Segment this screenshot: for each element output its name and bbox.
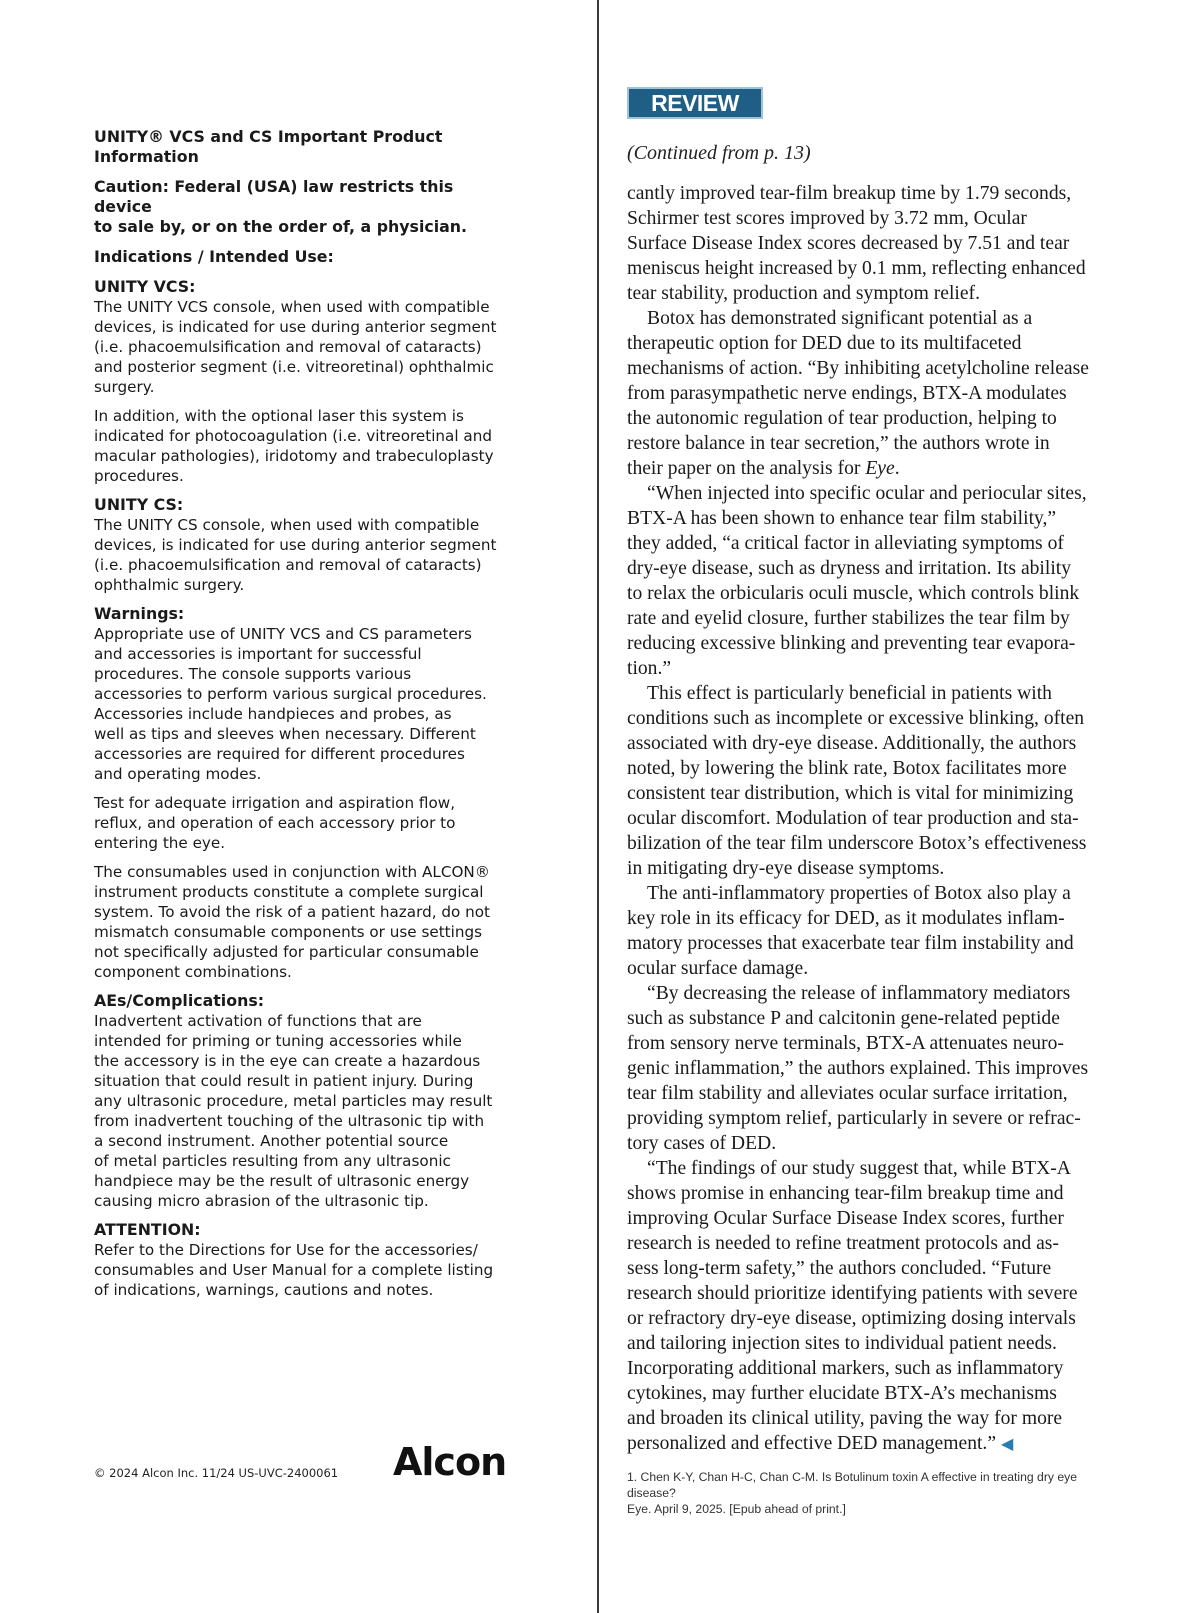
cs-heading: UNITY CS: bbox=[94, 495, 184, 514]
continued-note: (Continued from p. 13) bbox=[627, 142, 811, 164]
article-paragraph-5: The anti-inflammatory properties of Botox also play a key role in its efficacy for DED, as it modulates inflam- matory processes that exacerbate tear film instability and ocular surface damage. bbox=[627, 883, 1074, 979]
paragraph-7-text: “The findings of our study suggest that, while BTX-A shows promise in enhancing tear-film breakup time and improving Ocular Surface Disease Index scores, further research is needed to refine treatment protocols and as- sess long-term safety,” the authors concluded. “Future research should prioritize identifying patients with severe or refractory dry-eye disease, optimizing dosing intervals and tailoring injection sites to individual patient needs. Incorporating additional markers, such as inflammatory cytokines, may further elucidate BTX-A’s mechanisms and broaden its clinical utility, paving the way for more personalized and effective DED management.” bbox=[627, 1158, 1078, 1454]
article-paragraph-4: This effect is particularly beneficial in patients with conditions such as incomplete or excessive blinking, often associated with dry-eye disease. Additionally, the authors noted, by lowering the blink rate, Botox facilitates more consistent tear distribution, which is vital for minimizing ocular discomfort. Modulation of tear production and sta- bilization of the tear film underscore Botox’s effectiveness in mitigating dry-eye disease symptoms. bbox=[627, 683, 1087, 879]
cs-section bbox=[94, 495, 514, 595]
warnings-section bbox=[94, 604, 514, 784]
vcs-section bbox=[94, 277, 514, 397]
reference-footnote: 1. Chen K-Y, Chan H-C, Chan C-M. Is Botulinum toxin A effective in treating dry eye disease? Eye. April 9, 2025. [Epub ahead of print.] bbox=[627, 1470, 1078, 1516]
article-paragraph-6: “By decreasing the release of inflammatory mediators such as substance P and calcitonin gene-related peptide from sensory nerve terminals, BTX-A attenuates neuro- genic inflammation,” the authors explained. This improves tear film stability and alleviates ocular surface irritation, providing symptom relief, particularly in severe or refrac- tory cases of DED. bbox=[627, 983, 1089, 1154]
warnings-text: Appropriate use of UNITY VCS and CS parameters and accessories is important for successful procedures. The console supports various accessories to perform various surgical procedures. Accessories include handpieces and probes, as well as tips and sleeves when necessary. Different accessories are required for different procedures and operating modes. bbox=[94, 625, 487, 783]
indications-heading: Indications / Intended Use: bbox=[94, 247, 334, 266]
product-info-title: UNITY® VCS and CS Important Product Information bbox=[94, 127, 443, 166]
paragraph-2-end: . bbox=[894, 458, 900, 479]
cs-text: The UNITY CS console, when used with compatible devices, is indicated for use during anterior segment (i.e. phacoemulsification and removal of cataracts) ophthalmic surgery. bbox=[94, 516, 497, 594]
article-paragraph-1: cantly improved tear-film breakup time by 1.79 seconds, Schirmer test scores improved by 3.72 mm, Ocular Surface Disease Index scores decreased by 7.51 and tear meniscus height increased by 0.1 mm, reflecting enhanced tear stability, production and symptom relief. bbox=[627, 183, 1086, 304]
article-body bbox=[627, 181, 1117, 1457]
product-information-column bbox=[94, 127, 514, 1309]
article-paragraph-2 bbox=[627, 306, 1117, 481]
column-divider bbox=[597, 0, 599, 1613]
aes-section bbox=[94, 991, 514, 1211]
section-badge: REVIEW NEWS bbox=[627, 87, 763, 119]
copyright-notice: © 2024 Alcon Inc. 11/24 US-UVC-2400061 bbox=[94, 1466, 339, 1480]
consumables-text: The consumables used in conjunction with ALCON® instrument products constitute a complete surgical system. To avoid the risk of a patient hazard, do not mismatch consumable components or use settings not specifically adjusted for particular consumable component combinations. bbox=[94, 863, 490, 981]
aes-text: Inadvertent activation of functions that are intended for priming or tuning accessories while the accessory is in the eye can create a hazardous situation that could result in patient injury. During any ultrasonic procedure, metal particles may result from inadvertent touching of the ultrasonic tip with a second instrument. Another potential source of metal particles resulting from any ultrasonic handpiece may be the result of ultrasonic energy causing micro abrasion of the ultrasonic tip. bbox=[94, 1012, 493, 1210]
vcs-heading: UNITY VCS: bbox=[94, 277, 196, 296]
laser-text: In addition, with the optional laser this system is indicated for photocoagulation (i.e. vitreoretinal and macular pathologies), iridotomy and trabeculoplasty procedures. bbox=[94, 407, 494, 485]
test-text: Test for adequate irrigation and aspiration flow, reflux, and operation of each accessory prior to entering the eye. bbox=[94, 794, 456, 852]
attention-heading: ATTENTION: bbox=[94, 1220, 201, 1239]
caution-statement: Caution: Federal (USA) law restricts this device to sale by, or on the order of, a physician. bbox=[94, 177, 468, 236]
paragraph-2-text: Botox has demonstrated significant potential as a therapeutic option for DED due to its multifaceted mechanisms of action. “By inhibiting acetylcholine release from parasympathetic nerve endings, BTX-A modulates the autonomic regulation of tear production, helping to restore balance in tear secretion,” the authors wrote in their paper on the analysis for bbox=[627, 308, 1089, 479]
aes-heading: AEs/Complications: bbox=[94, 991, 265, 1010]
end-of-article-icon: ◀ bbox=[1000, 1436, 1014, 1453]
journal-name: Eye bbox=[865, 458, 895, 479]
article-paragraph-3: “When injected into specific ocular and periocular sites, BTX-A has been shown to enhance tear film stability,” they added, “a critical factor in alleviating symptoms of dry-eye disease, such as dryness and irritation. Its ability to relax the orbicularis oculi muscle, which controls blink rate and eyelid closure, further stabilizes the tear film by reducing excessive blinking and preventing tear evapora- tion.” bbox=[627, 483, 1087, 679]
alcon-logo: Alcon bbox=[393, 1440, 507, 1484]
attention-text: Refer to the Directions for Use for the accessories/ consumables and User Manual for a complete listing of indications, warnings, cautions and notes. bbox=[94, 1241, 494, 1299]
vcs-text: The UNITY VCS console, when used with compatible devices, is indicated for use during anterior segment (i.e. phacoemulsification and removal of cataracts) and posterior segment (i.e. vitreoretinal) ophthalmic surgery. bbox=[94, 298, 497, 396]
warnings-heading: Warnings: bbox=[94, 604, 185, 623]
article-paragraph-7 bbox=[627, 1156, 1117, 1457]
attention-section bbox=[94, 1220, 514, 1300]
